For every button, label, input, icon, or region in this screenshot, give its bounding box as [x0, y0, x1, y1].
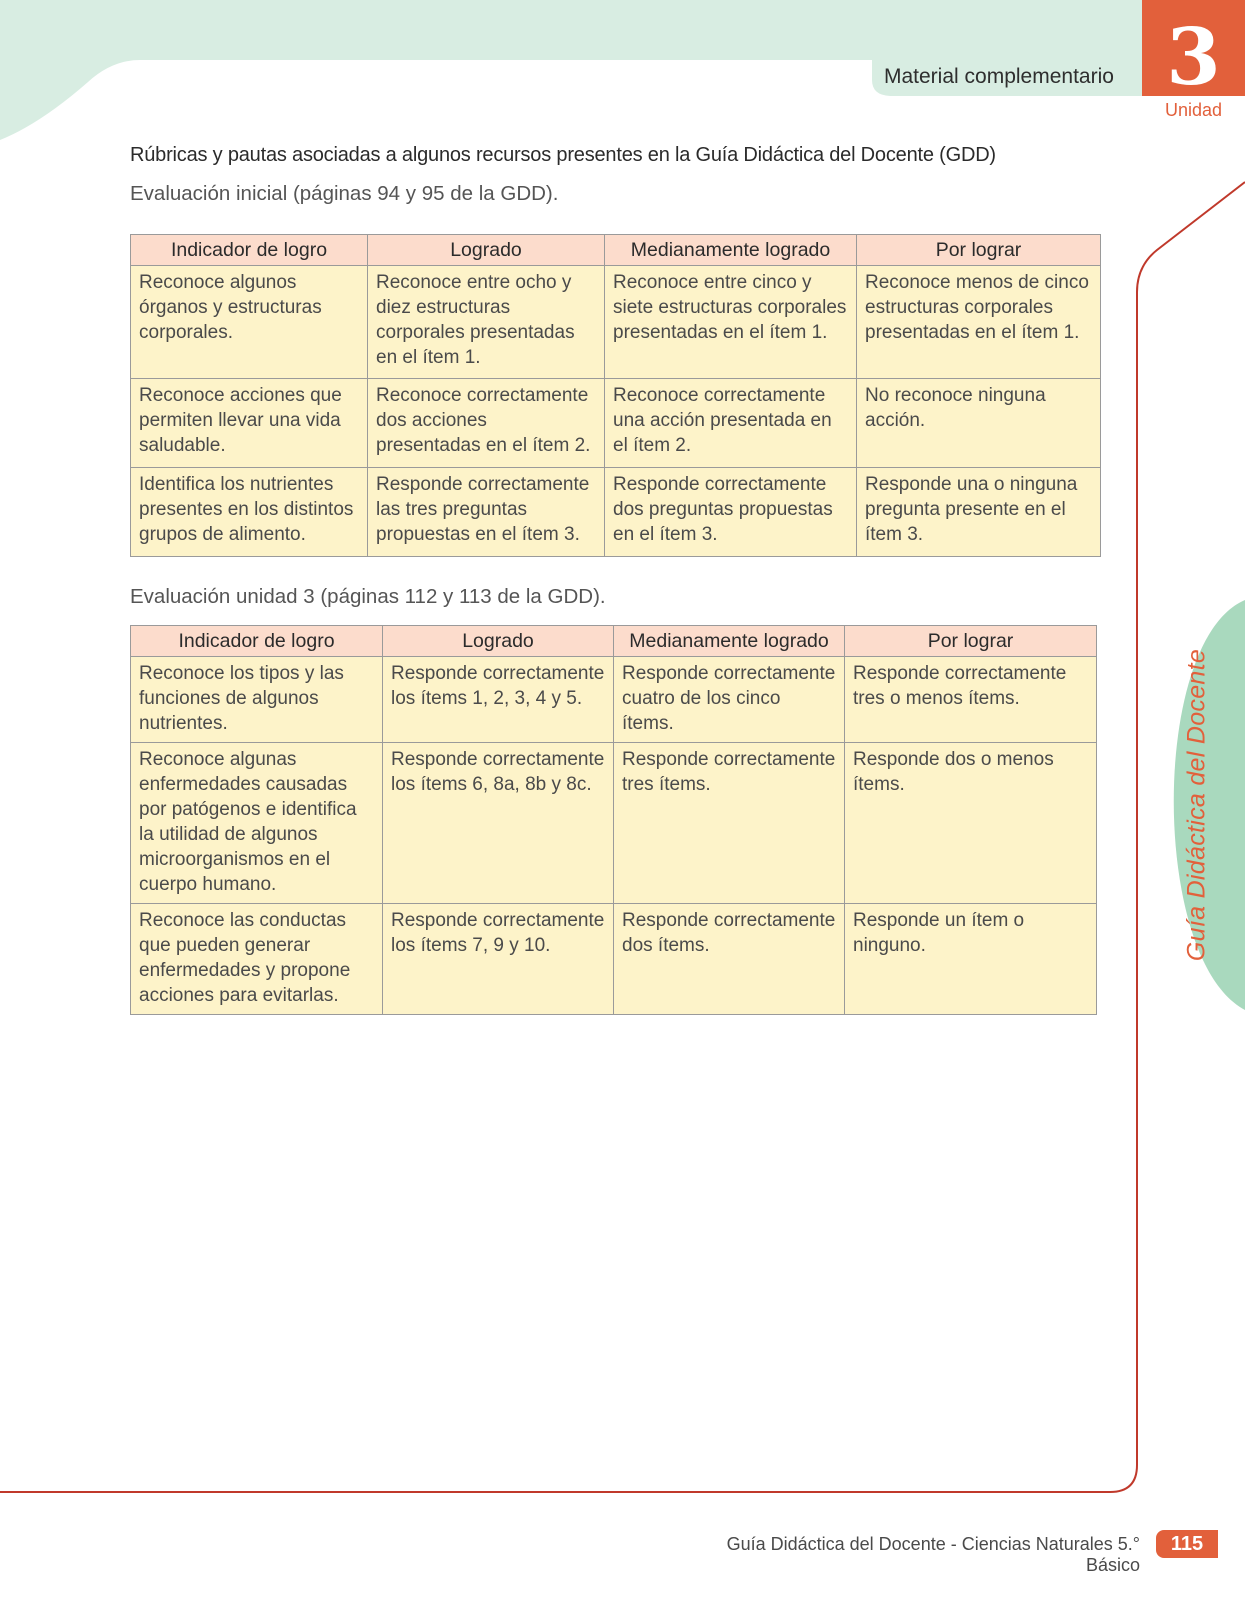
table-row [131, 468, 1101, 557]
page-title: Rúbricas y pautas asociadas a algunos recursos presentes en la Guía Didáctica del Docente (GDD) [130, 144, 996, 166]
column-header: Medianamente logrado [605, 235, 857, 266]
section-label: Material complementario [884, 65, 1114, 88]
table-cell: No reconoce ninguna acción. [857, 379, 1101, 468]
table-cell: Responde correctamente dos preguntas propuestas en el ítem 3. [605, 468, 857, 557]
table-cell: Reconoce los tipos y las funciones de algunos nutrientes. [131, 657, 383, 743]
table-cell: Responde correctamente tres ítems. [614, 743, 845, 904]
table-cell: Reconoce las conductas que pueden generar enfermedades y propone acciones para evitarlas. [131, 904, 383, 1015]
unit-label: Unidad [1164, 100, 1223, 120]
column-header: Indicador de logro [131, 235, 368, 266]
column-header: Medianamente logrado [614, 626, 845, 657]
table-cell: Responde un ítem o ninguno. [845, 904, 1097, 1015]
column-header: Indicador de logro [131, 626, 383, 657]
table-cell: Reconoce algunos órganos y estructuras corporales. [131, 266, 368, 379]
rubric-table-unit [130, 625, 1097, 1015]
section-caption: Evaluación inicial (páginas 94 y 95 de la GDD). [130, 182, 559, 205]
table-cell: Reconoce menos de cinco estructuras corporales presentadas en el ítem 1. [857, 266, 1101, 379]
table-row [131, 904, 1097, 1015]
column-header: Por lograr [845, 626, 1097, 657]
table-cell: Responde correctamente los ítems 7, 9 y 10. [383, 904, 614, 1015]
table-cell: Responde correctamente los ítems 6, 8a, 8b y 8c. [383, 743, 614, 904]
table-cell: Responde correctamente tres o menos ítems. [845, 657, 1097, 743]
table-cell: Responde correctamente los ítems 1, 2, 3, 4 y 5. [383, 657, 614, 743]
rubric-table-initial [130, 234, 1101, 557]
table-row [131, 266, 1101, 379]
table-cell: Responde correctamente dos ítems. [614, 904, 845, 1015]
table-cell: Reconoce algunas enfermedades causadas por patógenos e identifica la utilidad de algunos microorganismos en el cuerpo humano. [131, 743, 383, 904]
table-cell: Reconoce entre ocho y diez estructuras corporales presentadas en el ítem 1. [368, 266, 605, 379]
table-cell: Reconoce entre cinco y siete estructuras corporales presentadas en el ítem 1. [605, 266, 857, 379]
table-cell: Reconoce correctamente una acción presentada en el ítem 2. [605, 379, 857, 468]
table-cell: Responde dos o menos ítems. [845, 743, 1097, 904]
table-row [131, 379, 1101, 468]
page-number: 115 [1156, 1530, 1218, 1558]
table-cell: Responde una o ninguna pregunta presente en el ítem 3. [857, 468, 1101, 557]
table-cell: Identifica los nutrientes presentes en los distintos grupos de alimento. [131, 468, 368, 557]
table-cell: Responde correctamente cuatro de los cinco ítems. [614, 657, 845, 743]
table-header-row [131, 626, 1097, 657]
column-header: Por lograr [857, 235, 1101, 266]
table-header-row [131, 235, 1101, 266]
table-cell: Reconoce acciones que permiten llevar una vida saludable. [131, 379, 368, 468]
table-cell: Reconoce correctamente dos acciones presentadas en el ítem 2. [368, 379, 605, 468]
table-row [131, 743, 1097, 904]
unit-number: 3 [1166, 12, 1221, 103]
table-row [131, 657, 1097, 743]
section-caption: Evaluación unidad 3 (páginas 112 y 113 de la GDD). [130, 585, 606, 608]
column-header: Logrado [383, 626, 614, 657]
column-header: Logrado [368, 235, 605, 266]
side-tab-label: Guía Didáctica del Docente [1182, 648, 1211, 962]
table-cell: Responde correctamente las tres preguntas propuestas en el ítem 3. [368, 468, 605, 557]
footer-text: Guía Didáctica del Docente - Ciencias Naturales 5.° Básico [726, 1534, 1140, 1575]
